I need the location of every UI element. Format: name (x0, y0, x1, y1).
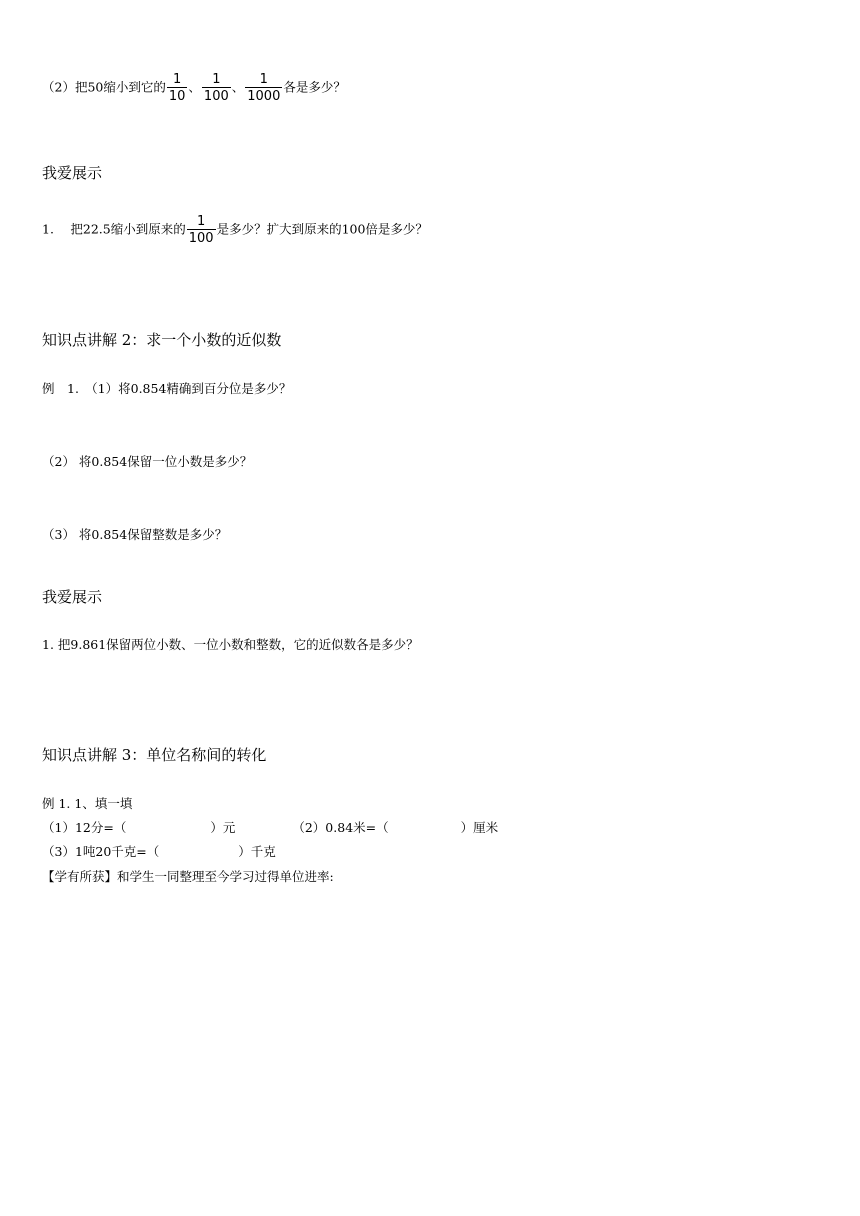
show-1-item-prefix: 1. 把22.5缩小到原来的 (42, 221, 186, 237)
fraction-1-10 (167, 72, 188, 104)
section-2-example-2: （2） 将0.854保留一位小数是多少？ (42, 454, 253, 469)
fill-3-prefix: （3）1吨20千克=（ (42, 844, 160, 859)
fraction-1-100 (202, 72, 231, 104)
question-2-prefix: （2）把50缩小到它的 (42, 79, 166, 95)
fraction-1-1000 (245, 72, 282, 104)
show-heading-1: 我爱展示 (42, 164, 103, 182)
fraction-denominator: 10 (168, 89, 186, 104)
fill-2-prefix: （2）0.84米=（ (292, 820, 389, 835)
fill-1-prefix: （1）12分=（ (42, 820, 127, 835)
fill-row-1 (42, 820, 498, 836)
fraction-denominator: 100 (188, 231, 214, 246)
section-3-example-title: 例 1. 1、填一填 (42, 796, 133, 811)
section-3-heading: 知识点讲解 3：单位名称间的转化 (42, 746, 267, 764)
fraction-numerator: 1 (172, 72, 182, 87)
fraction-numerator: 1 (197, 214, 206, 229)
fill-1-suffix: ）元 (210, 820, 236, 835)
show-heading-2: 我爱展示 (42, 588, 103, 606)
summary-line: 【学有所获】和学生一同整理至今学习过得单位进率: (42, 869, 334, 884)
fill-3-suffix: ）千克 (238, 844, 276, 859)
question-2-suffix: 各是多少？ (283, 79, 346, 95)
fraction-denominator: 1000 (247, 89, 281, 104)
section-2-example-1: 例 1. （1）将0.854精确到百分位是多少？ (42, 381, 292, 396)
fraction-numerator: 1 (212, 72, 221, 87)
question-2-line (42, 72, 346, 104)
show-2-item: 1. 把9.861保留两位小数、一位小数和整数，它的近似数各是多少？ (42, 637, 419, 652)
fraction-denominator: 100 (203, 89, 229, 104)
fill-row-2 (42, 844, 276, 860)
show-1-item-suffix: 是多少？扩大到原来的100倍是多少？ (216, 221, 428, 237)
show-1-item (42, 214, 428, 246)
fraction-1-100 (187, 214, 216, 246)
separator: 、 (231, 79, 245, 95)
fill-2-suffix: ）厘米 (460, 820, 499, 835)
separator: 、 (188, 79, 201, 95)
fraction-numerator: 1 (259, 72, 268, 87)
section-2-heading: 知识点讲解 2：求一个小数的近似数 (42, 331, 282, 349)
section-2-example-3: （3） 将0.854保留整数是多少？ (42, 527, 228, 542)
